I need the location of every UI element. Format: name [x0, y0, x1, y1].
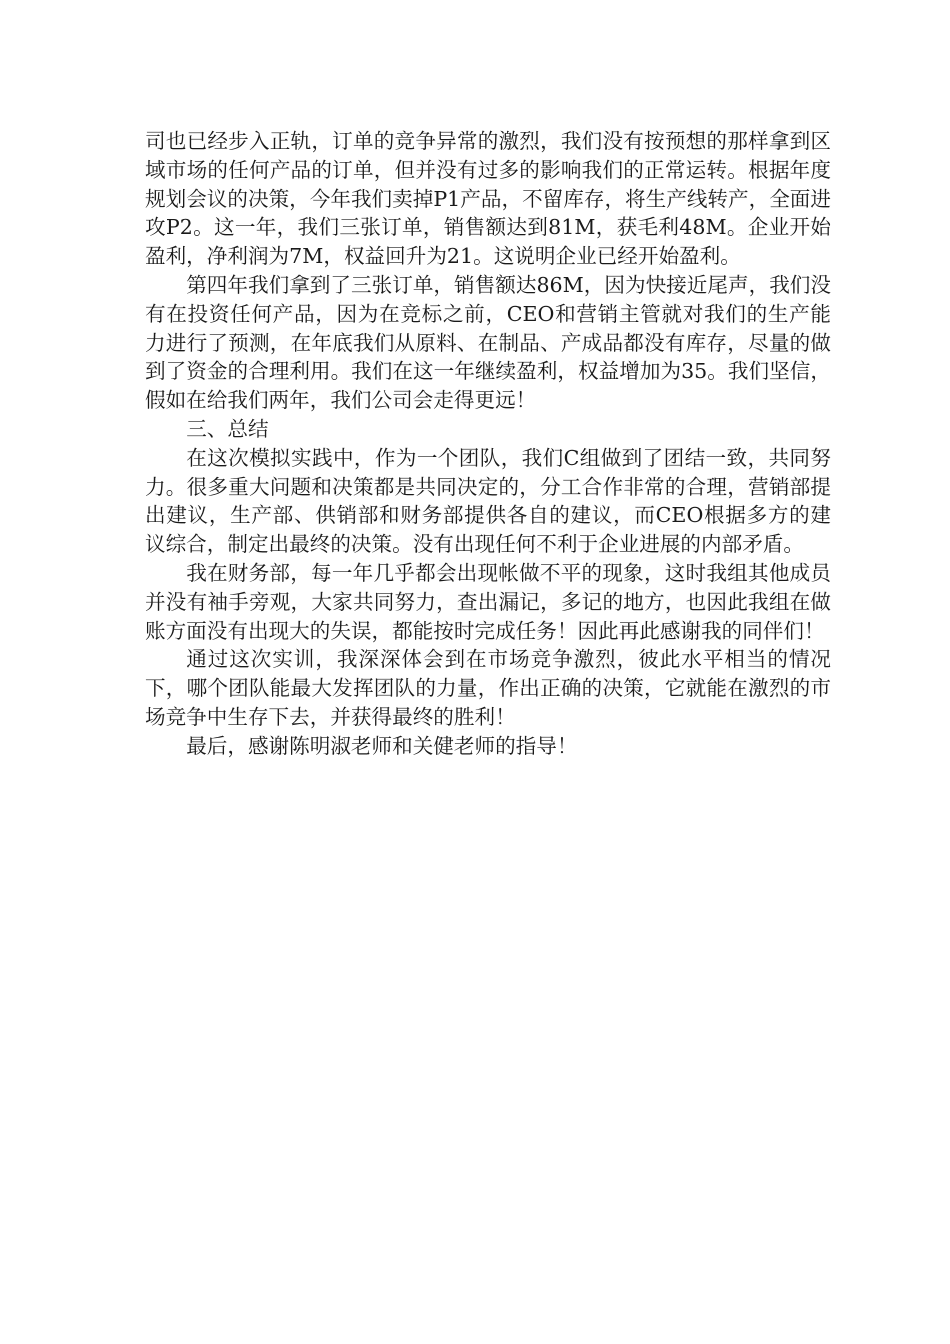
paragraph-teamwork: 在这次模拟实践中，作为一个团队，我们C组做到了团结一致，共同努力。很多重大问题和决策都是共同决定的，分工合作非常的合理，营销部提出建议，生产部、供销部和财务部提供各自的建议，而CEO根据多方的建议综合，制定出最终的决策。没有出现任何不利于企业进展的内部矛盾。 [145, 445, 831, 557]
paragraph-reflection: 通过这次实训，我深深体会到在市场竞争激烈，彼此水平相当的情况下，哪个团队能最大发挥团队的力量，作出正确的决策，它就能在激烈的市场竞争中生存下去，并获得最终的胜利！ [145, 647, 831, 729]
paragraph-acknowledgement: 最后，感谢陈明淑老师和关健老师的指导！ [186, 733, 578, 758]
document-body [145, 127, 831, 761]
paragraph-year-four: 第四年我们拿到了三张订单，销售额达86M，因为快接近尾声，我们没有在投资任何产品，因为在竞标之前，CEO和营销主管就对我们的生产能力进行了预测，在年底我们从原料、在制品、产成品都没有库存，尽量的做到了资金的合理利用。我们在这一年继续盈利，权益增加为35。我们坚信，假如在给我们两年，我们公司会走得更远！ [145, 272, 831, 413]
paragraph-continuation: 司也已经步入正轨，订单的竞争异常的激烈，我们没有按预想的那样拿到区域市场的任何产品的订单，但并没有过多的影响我们的正常运转。根据年度规划会议的决策，今年我们卖掉P1产品，不留库存，将生产线转产，全面进攻P2。这一年，我们三张订单，销售额达到81M，获毛利48M。企业开始盈利，净利润为7M，权益回升为21。这说明企业已经开始盈利。 [145, 129, 831, 269]
paragraph-finance-dept: 我在财务部，每一年几乎都会出现帐做不平的现象，这时我组其他成员并没有袖手旁观，大家共同努力，查出漏记，多记的地方，也因此我组在做账方面没有出现大的失误，都能按时完成任务！因此再此感谢我的同伴们！ [145, 560, 831, 643]
section-heading-summary: 三、总结 [186, 416, 269, 441]
